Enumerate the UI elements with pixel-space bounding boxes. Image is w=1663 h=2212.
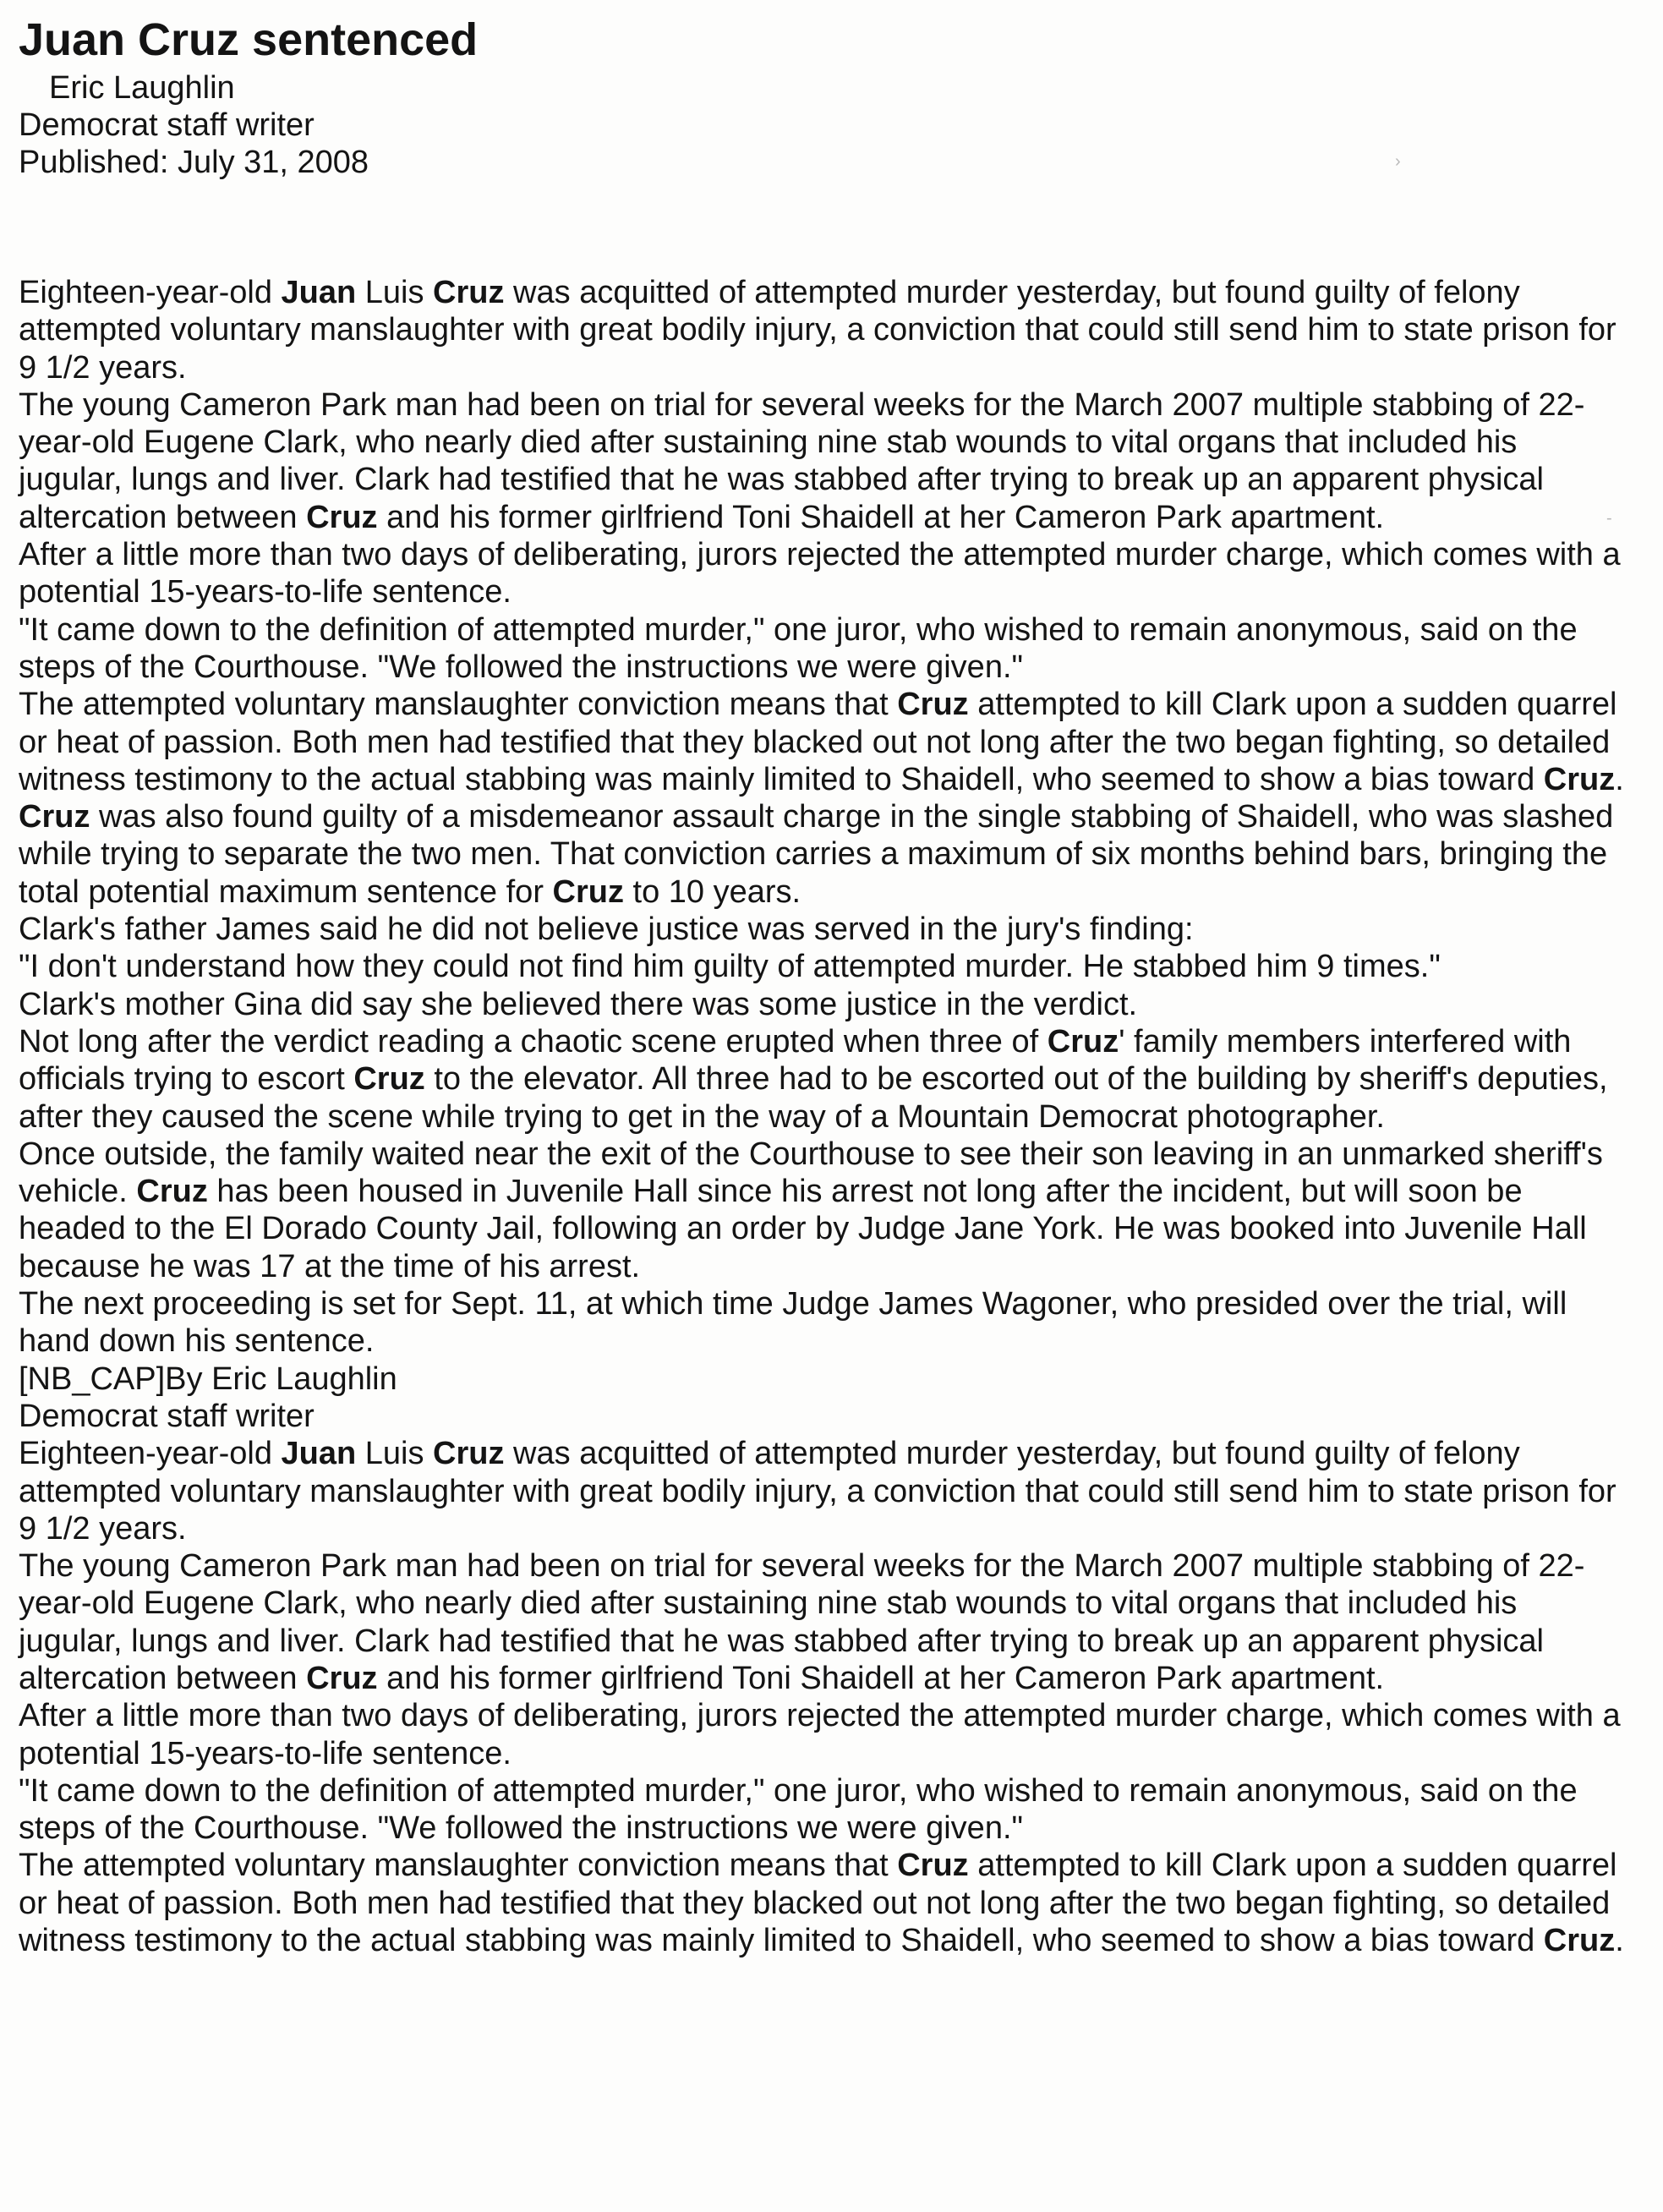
paragraph-text: and his former girlfriend Toni Shaidell at her Cameron Park apartment.: [377, 499, 1385, 535]
paragraph-text: Luis: [356, 275, 434, 310]
paragraph-text: .: [1615, 761, 1624, 797]
paragraph-text: The attempted voluntary manslaughter conviction means that: [19, 687, 898, 723]
paragraph-text: Eighteen-year-old: [19, 275, 282, 310]
paragraph-text: Once outside, the family waited near the exit of the Courthouse to see their son leaving in an unmarked sheriff's vehicle.: [19, 1136, 1603, 1210]
article-paragraph: [19, 1361, 1629, 1398]
paragraph-text: The attempted voluntary manslaughter conviction means that: [19, 1848, 898, 1884]
article-paragraph: [19, 386, 1629, 536]
paragraph-text: "It came down to the definition of attempted murder," one juror, who wished to remain anonymous, said on the steps of the Courthouse. "We followed the instructions we were given.": [19, 1772, 1578, 1847]
paragraph-text: .: [1615, 1923, 1624, 1959]
paragraph-text: The young Cameron Park man had been on trial for several weeks for the March 2007 multiple stabbing of 22-year-old Eugene Clark, who nearly died after sustaining nine stab wounds to vital organs that included his jugular, lungs and liver. Clark had testified that he was stabbed after trying to break up an apparent physical altercation between: [19, 386, 1585, 535]
paragraph-text: has been housed in Juvenile Hall since his arrest not long after the incident, but will soon be headed to the El Dorado County Jail, following an order by Judge Jane York. He was booked into Juvenile Hall because he was 17 at the time of his arrest.: [19, 1174, 1587, 1284]
paragraph-text: attempted to kill Clark upon a sudden quarrel or heat of passion. Both men had testified that they blacked out not long after the two began fighting, so detailed witness testimony to the actual stabbing was mainly limited to Shaidell, who seemed to show a bias toward: [19, 687, 1617, 797]
article-paragraph: [19, 536, 1629, 611]
bold-name-text: Juan: [281, 275, 357, 310]
publish-date: Published: July 31, 2008: [19, 145, 369, 180]
byline-role: Democrat staff writer: [19, 107, 315, 143]
article-paragraph: [19, 611, 1629, 687]
paragraph-text: The young Cameron Park man had been on trial for several weeks for the March 2007 multiple stabbing of 22-year-old Eugene Clark, who nearly died after sustaining nine stab wounds to vital organs that included his jugular, lungs and liver. Clark had testified that he was stabbed after trying to break up an apparent physical altercation between: [19, 1548, 1585, 1696]
paragraph-text: to the elevator. All three had to be escorted out of the building by sheriff's deputies, after they caused the scene while trying to get in the way of a Mountain Democrat photographer.: [19, 1061, 1608, 1135]
article-headline: Juan Cruz sentenced: [19, 14, 479, 65]
paragraph-text: Eighteen-year-old: [19, 1436, 282, 1472]
bold-name-text: Juan: [281, 1436, 357, 1472]
scan-artifact: ›: [1395, 152, 1401, 171]
scan-artifact: -: [1606, 509, 1612, 528]
article-paragraph: [19, 798, 1629, 911]
article-paragraph: [19, 1435, 1629, 1547]
article-paragraph: [19, 1547, 1629, 1697]
paragraph-text: attempted to kill Clark upon a sudden quarrel or heat of passion. Both men had testified that they blacked out not long after the two began fighting, so detailed witness testimony to the actual stabbing was mainly limited to Shaidell, who seemed to show a bias toward: [19, 1848, 1617, 1959]
article-paragraph: [19, 1285, 1629, 1361]
article-paragraph: [19, 1697, 1629, 1772]
paragraph-text: "It came down to the definition of attempted murder," one juror, who wished to remain anonymous, said on the steps of the Courthouse. "We followed the instructions we were given.": [19, 611, 1578, 685]
article-paragraph: [19, 911, 1629, 948]
bold-name-text: Cruz: [19, 799, 90, 835]
paragraph-text: Clark's father James said he did not believe justice was served in the jury's finding:: [19, 912, 1194, 948]
bold-name-text: Cruz: [353, 1061, 425, 1098]
byline-author: Eric Laughlin: [49, 70, 235, 106]
bold-name-text: Cruz: [897, 1848, 969, 1884]
paragraph-text: was acquitted of attempted murder yesterday, but found guilty of felony attempted voluntary manslaughter with great bodily injury, a conviction that could still send him to state prison for 9 1/2 years.: [19, 1436, 1617, 1547]
paragraph-text: to 10 years.: [623, 873, 801, 910]
bold-name-text: Cruz: [433, 275, 505, 310]
article-paragraph: [19, 1136, 1629, 1285]
paragraph-text: [NB_CAP]By Eric Laughlin: [19, 1361, 397, 1397]
bold-name-text: Cruz: [306, 1660, 378, 1696]
article-paragraph: [19, 986, 1629, 1023]
paragraph-text: The next proceeding is set for Sept. 11, at which time Judge James Wagoner, who presided over the trial, will hand down his sentence.: [19, 1286, 1567, 1360]
bold-name-text: Cruz: [306, 499, 378, 535]
bold-name-text: Cruz: [1543, 761, 1616, 797]
article-paragraph: [19, 948, 1629, 985]
bold-name-text: Cruz: [1047, 1023, 1119, 1059]
paragraph-text: was also found guilty of a misdemeanor assault charge in the single stabbing of Shaidell, who was slashed while trying to separate the two men. That conviction carries a maximum of six months behind bars, bringing the total potential maximum sentence for: [19, 799, 1614, 910]
paragraph-text: Clark's mother Gina did say she believed there was some justice in the verdict.: [19, 986, 1138, 1022]
paragraph-text: Democrat staff writer: [19, 1398, 315, 1434]
article-paragraph: [19, 1772, 1629, 1848]
article-body: [19, 274, 1629, 1959]
article-paragraph: [19, 686, 1629, 798]
paragraph-text: was acquitted of attempted murder yesterday, but found guilty of felony attempted voluntary manslaughter with great bodily injury, a conviction that could still send him to state prison for 9 1/2 years.: [19, 275, 1617, 386]
article-paragraph: [19, 1847, 1629, 1959]
bold-name-text: Cruz: [897, 687, 969, 723]
bold-name-text: Cruz: [552, 873, 624, 910]
paragraph-text: "I don't understand how they could not find him guilty of attempted murder. He stabbed him 9 times.": [19, 949, 1441, 985]
article-paragraph: [19, 1398, 1629, 1435]
article-paragraph: [19, 274, 1629, 386]
paragraph-text: After a little more than two days of deliberating, jurors rejected the attempted murder charge, which comes with a potential 15-years-to-life sentence.: [19, 537, 1621, 610]
bold-name-text: Cruz: [136, 1174, 208, 1210]
article-byline: [19, 69, 1629, 181]
paragraph-text: Luis: [356, 1436, 434, 1472]
paragraph-text: After a little more than two days of deliberating, jurors rejected the attempted murder charge, which comes with a potential 15-years-to-life sentence.: [19, 1698, 1621, 1771]
bold-name-text: Cruz: [433, 1436, 505, 1472]
paragraph-text: and his former girlfriend Toni Shaidell at her Cameron Park apartment.: [377, 1660, 1385, 1696]
paragraph-text: Not long after the verdict reading a chaotic scene erupted when three of: [19, 1023, 1048, 1059]
paragraph-text: ' family members interfered with officials trying to escort: [19, 1023, 1572, 1098]
bold-name-text: Cruz: [1543, 1923, 1616, 1959]
article-paragraph: [19, 1023, 1629, 1136]
